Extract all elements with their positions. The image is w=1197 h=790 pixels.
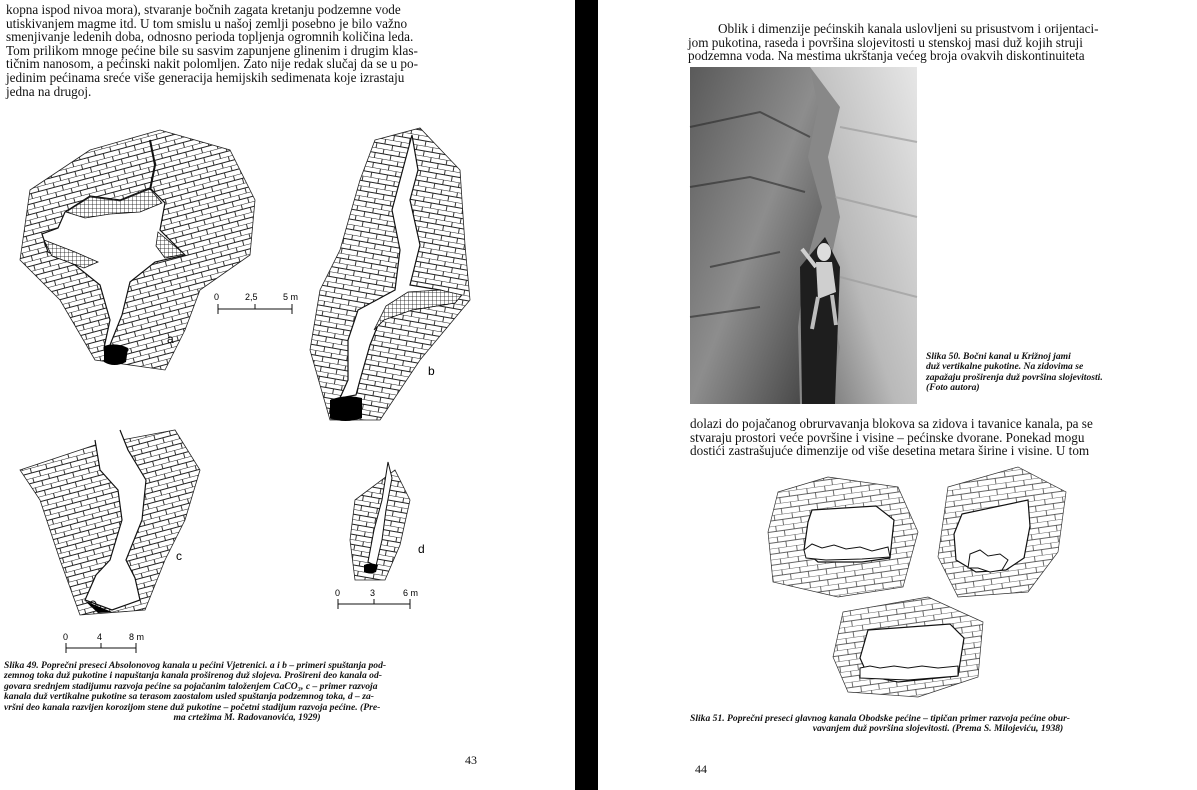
text-line: podzemna voda. Na mestima ukrštanja većeg broja ovakvih diskontinuiteta bbox=[688, 48, 1085, 64]
scale-c-2: 8 m bbox=[129, 632, 145, 642]
figure-50-caption bbox=[926, 352, 1188, 394]
text-line: dostići zastrašujuće dimenzije od više desetina metara širine i visine. U tom bbox=[690, 443, 1090, 459]
cave-cross-section-1 bbox=[768, 477, 918, 597]
book-gutter bbox=[575, 0, 598, 790]
cave-section-a bbox=[20, 130, 255, 370]
cave-section-b bbox=[310, 128, 470, 421]
caption-line: duž vertikalne pukotine. Na zidovima se bbox=[926, 361, 1084, 373]
figure-49-caption bbox=[4, 661, 490, 723]
right-top-text bbox=[688, 22, 1187, 63]
figure-label-c: c bbox=[176, 549, 182, 563]
text-line: utiskivanjem magme itd. U tom smislu u našoj zemlji posebno je bilo važno bbox=[6, 15, 408, 31]
figure-label-d: d bbox=[418, 542, 425, 556]
scale-bar-d bbox=[335, 588, 418, 609]
cave-cross-section-3 bbox=[833, 597, 983, 697]
caption-line: govara srednjem stadijumu razvoja pećine sa pojačanim taloženjem CaCO₃, c – primer razvoja bbox=[4, 680, 378, 692]
caption-line: Slika 51. Poprečni preseci glavnog kanala Obodske pećine – tipičan primer razvoja pećine obur- bbox=[690, 713, 1070, 724]
cave-photo bbox=[690, 67, 917, 404]
figure-label-b: b bbox=[428, 364, 435, 378]
scale-c-0: 0 bbox=[63, 632, 69, 642]
scale-ab-2: 5 m bbox=[283, 292, 299, 302]
scale-bar-c bbox=[63, 632, 144, 653]
scale-bar-ab bbox=[214, 292, 298, 314]
figure-49-drawings bbox=[0, 0, 575, 660]
figure-51-caption bbox=[690, 714, 1186, 735]
caption-line: vršni deo kanala razvijen korozijom stene duž pukotine – početni stadijum razvoja pećine. (Pre- bbox=[4, 701, 381, 713]
text-line: jom pukotina, raseda i površina slojevitosti u stenskoj masi duž kojih struji bbox=[688, 34, 1083, 50]
text-line: jedna na drugoj. bbox=[6, 83, 92, 99]
page-number-right: 44 bbox=[695, 762, 707, 776]
text-line: Tom prilikom mnoge pećine bile su sasvim zapunjene glinenim i drugim klas- bbox=[6, 42, 418, 58]
text-line: tičnim nanosom, a pećinski nakit polomljen. Zato nije redak slučaj da se u po- bbox=[6, 56, 419, 72]
text-line: stvaraju prostori veće površine i visine – pećinske dvorane. Ponekad mogu bbox=[690, 429, 1085, 445]
caption-line: zapažaju proširenja duž površina slojevitosti. bbox=[926, 371, 1103, 383]
right-middle-text bbox=[690, 417, 1187, 458]
cave-cross-section-2 bbox=[938, 467, 1066, 597]
scale-ab-1: 2,5 bbox=[245, 292, 258, 302]
scale-d-2: 6 m bbox=[403, 588, 419, 598]
scale-c-1: 4 bbox=[97, 632, 103, 642]
figure-51-drawings bbox=[598, 462, 1197, 702]
caption-line: kanala duž vertikalne pukotine sa terasom zaostalom usled spuštanja podzemnog toka, d – za- bbox=[4, 691, 374, 703]
caption-line: Slika 49. Poprečni preseci Absolonovog kanala u pećini Vjetrenici. a i b – primeri spuštanja pod- bbox=[4, 660, 387, 671]
cave-section-d bbox=[350, 462, 410, 580]
caption-line: vavanjem duž površina slojevitosti. (Prema S. Milojeviću, 1938) bbox=[812, 723, 1064, 735]
cave-section-c bbox=[20, 430, 200, 615]
left-page bbox=[0, 0, 575, 790]
caption-line: Slika 50. Bočni kanal u Križnoj jami bbox=[926, 351, 1071, 362]
text-line: smenjivanje ledenih doba, odnosno perioda topljenja ogromnih količina leda. bbox=[6, 29, 414, 45]
right-page bbox=[598, 0, 1197, 790]
scale-d-0: 0 bbox=[335, 588, 341, 598]
scale-ab-0: 0 bbox=[214, 292, 220, 302]
caption-line: (Foto autora) bbox=[926, 382, 980, 394]
text-line: Oblik i dimenzije pećinskih kanala uslovljeni su prisustvom i orijentaci- bbox=[718, 21, 1099, 36]
scale-d-1: 3 bbox=[370, 588, 376, 598]
text-line: dolazi do pojačanog obrurvavanja blokova sa zidova i tavanice kanala, pa se bbox=[690, 416, 1093, 431]
text-line: kopna ispod nivoa mora), stvaranje bočnih zagata kretanju podzemne vode bbox=[6, 2, 401, 17]
page-number-left: 43 bbox=[465, 753, 477, 767]
figure-label-a: a bbox=[167, 332, 174, 346]
caption-line: ma crtežima M. Radovanovića, 1929) bbox=[173, 712, 321, 724]
text-line: jedinim pećinama sreće više generacija hemijskih sedimenata koje izrastaju bbox=[6, 69, 405, 85]
caption-line: zemnog toka duž pukotine i napuštanja kanala proširenog duž slojeva. Prošireni deo kanala od- bbox=[4, 670, 382, 682]
